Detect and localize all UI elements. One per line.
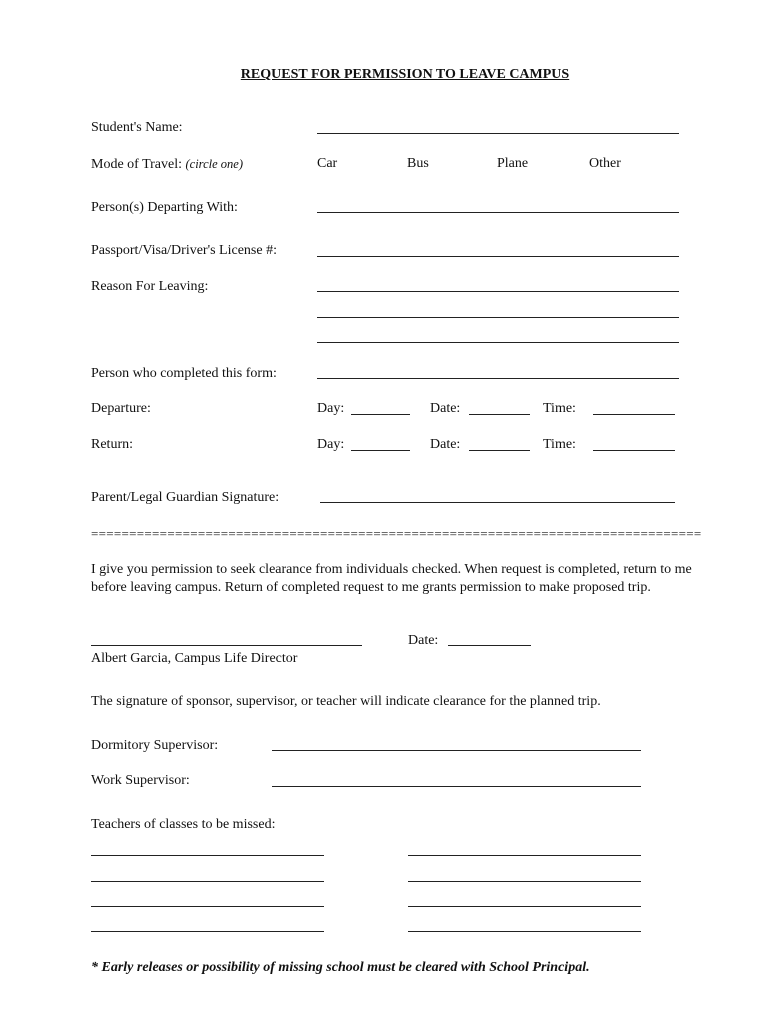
return-day-label: Day:: [317, 437, 345, 452]
return-day-field[interactable]: [351, 450, 410, 451]
work-supervisor-field[interactable]: [272, 786, 641, 787]
mode-of-travel-label: [91, 156, 243, 173]
mode-of-travel-text: Mode of Travel:: [91, 157, 182, 172]
director-signature-field[interactable]: [91, 645, 362, 646]
work-supervisor-label: Work Supervisor:: [91, 773, 190, 788]
dormitory-supervisor-field[interactable]: [272, 750, 641, 751]
travel-option-plane[interactable]: Plane: [497, 156, 529, 171]
departure-time-field[interactable]: [593, 414, 675, 415]
reason-field-line-1[interactable]: [317, 291, 679, 292]
footnote: * Early releases or possibility of missing school must be cleared with School Principal.: [91, 960, 590, 975]
return-time-label: Time:: [543, 437, 576, 452]
departure-day-label: Day:: [317, 401, 345, 416]
clearance-text: The signature of sponsor, supervisor, or teacher will indicate clearance for the planned trip.: [91, 694, 601, 709]
teacher-field-left-1[interactable]: [91, 855, 324, 856]
guardian-signature-field[interactable]: [320, 502, 675, 503]
departure-time-label: Time:: [543, 401, 576, 416]
teachers-label: Teachers of classes to be missed:: [91, 817, 276, 832]
director-name: Albert Garcia, Campus Life Director: [91, 651, 298, 666]
separator-line: ================================================================================: [91, 526, 702, 541]
persons-departing-label: Person(s) Departing With:: [91, 200, 238, 215]
reason-field-line-3[interactable]: [317, 342, 679, 343]
teacher-field-right-2[interactable]: [408, 881, 641, 882]
return-date-label: Date:: [430, 437, 461, 452]
teacher-field-right-1[interactable]: [408, 855, 641, 856]
departure-date-label: Date:: [430, 401, 461, 416]
permission-paragraph: I give you permission to seek clearance from individuals checked. When request is completed, return to me before leaving campus. Return of completed request to me grants permission to make proposed trip.: [91, 562, 692, 595]
circle-one-hint: (circle one): [185, 157, 243, 171]
page-title: REQUEST FOR PERMISSION TO LEAVE CAMPUS: [240, 67, 570, 82]
return-time-field[interactable]: [593, 450, 675, 451]
completed-by-label: Person who completed this form:: [91, 366, 277, 381]
return-date-field[interactable]: [469, 450, 530, 451]
departure-label: Departure:: [91, 401, 151, 416]
passport-field[interactable]: [317, 256, 679, 257]
return-label: Return:: [91, 437, 133, 452]
director-date-label: Date:: [408, 633, 439, 648]
travel-option-car[interactable]: Car: [317, 156, 338, 171]
departure-date-field[interactable]: [469, 414, 530, 415]
persons-departing-field[interactable]: [317, 212, 679, 213]
student-name-field[interactable]: [317, 133, 679, 134]
reason-field-line-2[interactable]: [317, 317, 679, 318]
guardian-signature-label: Parent/Legal Guardian Signature:: [91, 490, 280, 505]
student-name-label: Student's Name:: [91, 120, 183, 135]
teacher-field-left-4[interactable]: [91, 931, 324, 932]
passport-label: Passport/Visa/Driver's License #:: [91, 243, 277, 258]
completed-by-field[interactable]: [317, 378, 679, 379]
dormitory-supervisor-label: Dormitory Supervisor:: [91, 738, 219, 753]
teacher-field-right-4[interactable]: [408, 931, 641, 932]
departure-day-field[interactable]: [351, 414, 410, 415]
director-date-field[interactable]: [448, 645, 531, 646]
travel-option-other[interactable]: Other: [589, 156, 621, 171]
teacher-field-left-3[interactable]: [91, 906, 324, 907]
teacher-field-right-3[interactable]: [408, 906, 641, 907]
teacher-field-left-2[interactable]: [91, 881, 324, 882]
travel-option-bus[interactable]: Bus: [407, 156, 429, 171]
reason-label: Reason For Leaving:: [91, 279, 209, 294]
